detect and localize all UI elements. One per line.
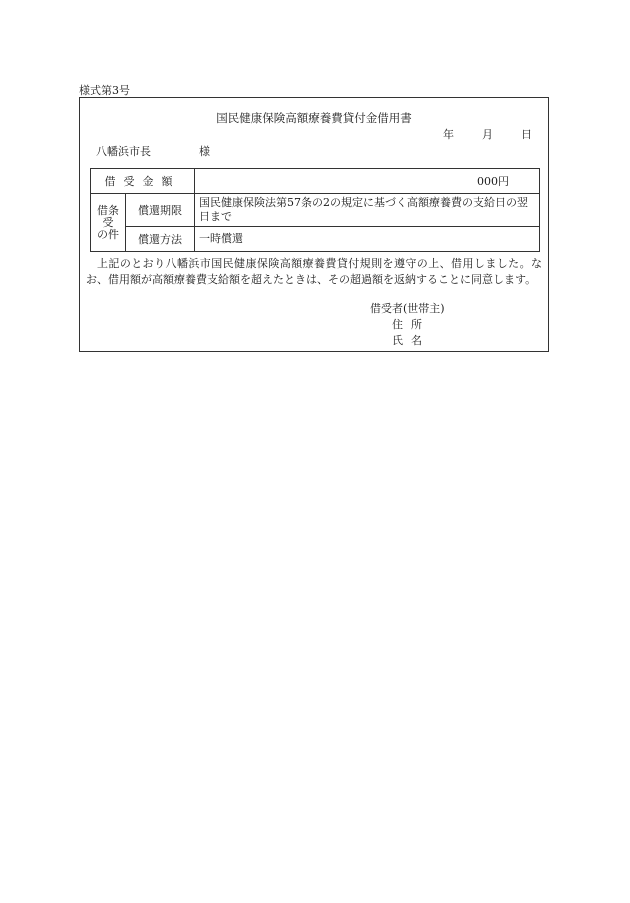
table-row	[91, 227, 540, 252]
repayment-method-value: 一時償還	[195, 227, 540, 252]
conditions-label-top: 借条	[97, 203, 119, 217]
repayment-period-label: 償還期限	[126, 194, 195, 227]
name-label: 氏名	[392, 334, 430, 347]
loan-table	[90, 168, 540, 252]
loan-document-frame	[79, 97, 549, 352]
repayment-period-value: 国民健康保険法第57条の2の規定に基づく高額療養費の支給日の翌日まで	[195, 194, 540, 227]
borrower-label: 借受者(世帯主)	[370, 302, 445, 315]
addressee-name: 八幡浜市長	[96, 145, 151, 158]
addressee-honorific: 様	[199, 145, 210, 158]
date-year: 年	[443, 128, 454, 141]
repayment-method-label: 償還方法	[126, 227, 195, 252]
table-row	[91, 169, 540, 194]
conditions-label-bottom: の件	[97, 227, 119, 241]
amount-value: 000円	[195, 169, 540, 194]
date-line	[443, 126, 532, 142]
conditions-label	[91, 194, 126, 252]
signature-block	[370, 301, 445, 349]
table-row	[91, 194, 540, 227]
amount-label: 借受金額	[91, 169, 195, 194]
document-title: 国民健康保険高額療養費貸付金借用書	[216, 111, 412, 125]
date-day: 日	[521, 128, 532, 141]
addressee	[96, 143, 210, 159]
conditions-label-mid: 受	[102, 215, 114, 229]
date-month: 月	[482, 128, 493, 141]
consent-statement: 上記のとおり八幡浜市国民健康保険高額療養費貸付規則を遵守の上、借用しました。なお、借用額が高額療養費支給額を超えたときは、その超過額を返納することに同意します。	[86, 257, 542, 286]
form-number: 様式第3号	[79, 84, 130, 97]
address-label: 住所	[392, 318, 430, 331]
